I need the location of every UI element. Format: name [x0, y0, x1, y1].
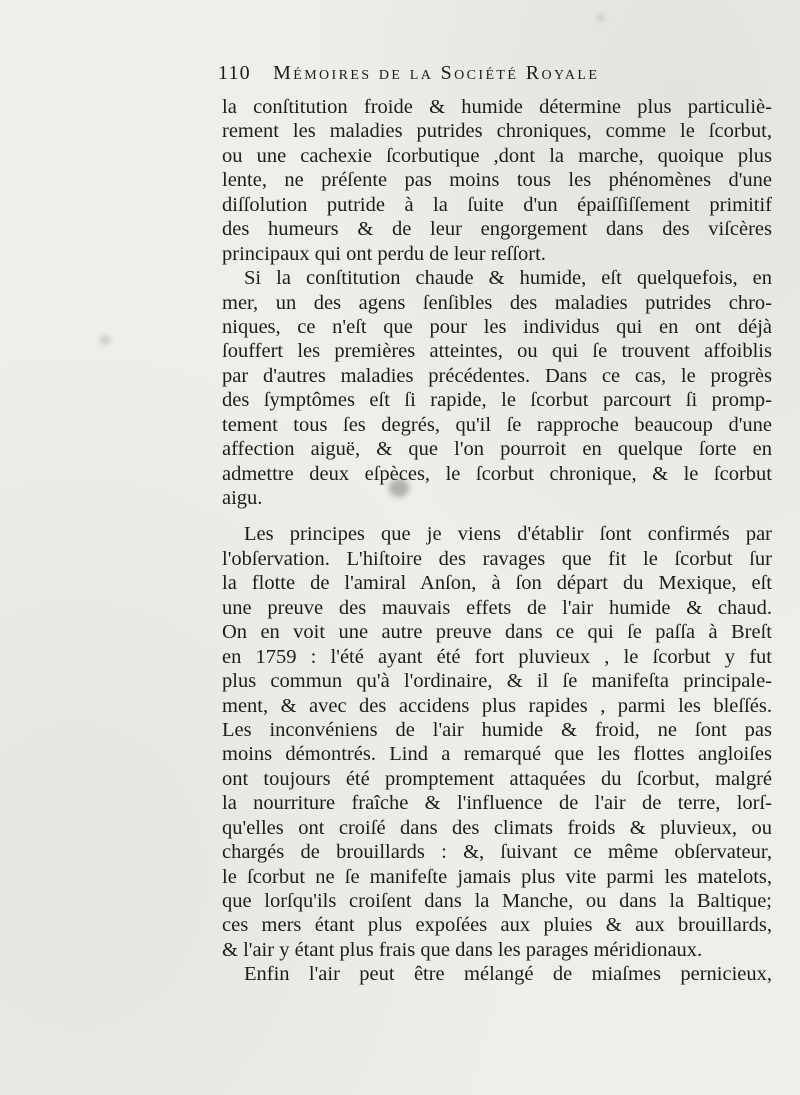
paragraph: [222, 962, 772, 986]
text-line: lente, ne préſente pas moins tous les phénomènes d'une: [222, 169, 772, 192]
running-header: [218, 62, 758, 94]
text-line: tement tous ſes degrés, qu'il ſe rapproche beaucoup d'une: [222, 413, 772, 436]
text-line: une preuve des mauvais effets de l'air humide & chaud.: [222, 596, 772, 619]
text-line: par d'autres maladies précédentes. Dans ce cas, le progrès: [222, 364, 772, 387]
text-line: diſſolution putride à la ſuite d'un épaiſſiſſement primitif: [222, 193, 772, 216]
text-line: Les inconvéniens de l'air humide & froid, ne ſont pas: [222, 718, 772, 741]
paragraph: [222, 266, 772, 510]
text-line: l'obſervation. L'hiſtoire des ravages que fit le ſcorbut ſur: [222, 547, 772, 570]
text-line: chargés de brouillards : &, ſuivant ce même obſervateur,: [222, 841, 772, 864]
text-line: admettre deux eſpèces, le ſcorbut chronique, & le ſcorbut: [222, 462, 772, 485]
text-line: & l'air y étant plus frais que dans les parages méridionaux.: [222, 938, 703, 961]
text-line: qu'elles ont croiſé dans des climats froids & pluvieux, ou: [222, 816, 772, 839]
text-line: rement les maladies putrides chroniques, comme le ſcorbut,: [222, 120, 772, 143]
text-line: Enfin l'air peut être mélangé de miaſmes pernicieux,: [244, 963, 772, 986]
text-line: plus commun qu'à l'ordinaire, & il ſe manifeſta principale-: [222, 670, 772, 693]
body-text: [222, 95, 772, 987]
running-title: Mémoires de la Société Royale: [273, 62, 600, 84]
text-line: ou une cachexie ſcorbutique ,dont la marche, quoique plus: [222, 144, 772, 167]
ink-smudge: [598, 15, 604, 21]
text-line: que lorſqu'ils croiſent dans la Manche, ou dans la Baltique;: [222, 890, 772, 912]
text-line: ont toujours été promptement attaquées du ſcorbut, malgré: [222, 767, 772, 790]
text-line: affection aiguë, & que l'on pourroit en quelque ſorte en: [222, 438, 772, 461]
text-line: le ſcorbut ne ſe manifeſte jamais plus vite parmi les matelots,: [222, 865, 772, 888]
ink-smudge: [100, 335, 110, 345]
text-line: Si la conſtitution chaude & humide, eſt quelquefois, en: [244, 267, 772, 290]
text-line: Les principes que je viens d'établir ſont confirmés par: [244, 523, 772, 546]
text-line: principaux qui ont perdu de leur reſſort.: [222, 242, 546, 265]
text-line: ment, & avec des accidens plus rapides , parmi les bleſſés.: [222, 694, 772, 717]
paragraph: [222, 522, 772, 962]
ink-smudge: [389, 479, 409, 497]
page-number: 110: [218, 62, 251, 84]
text-line: la nourriture fraîche & l'influence de l'air de terre, lorſ-: [222, 792, 772, 815]
text-line: On en voit une autre preuve dans ce qui ſe paſſa à Breſt: [222, 621, 772, 644]
text-line: la flotte de l'amiral Anſon, à ſon départ du Mexique, eſt: [222, 572, 772, 595]
text-line: ces mers étant plus expoſées aux pluies & aux brouillards,: [222, 914, 772, 937]
text-line: moins démontrés. Lind a remarqué que les flottes angloiſes: [222, 743, 772, 766]
text-line: aigu.: [222, 487, 263, 509]
paragraph: [222, 95, 772, 266]
text-line: en 1759 : l'été ayant été fort pluvieux , le ſcorbut y fut: [222, 645, 772, 668]
text-line: ſouffert les premières atteintes, ou qui ſe trouvent affoiblis: [222, 340, 772, 363]
text-line: des humeurs & de leur engorgement dans des viſcères: [222, 218, 772, 241]
text-line: la conſtitution froide & humide détermine plus particuliè-: [222, 96, 772, 118]
text-line: mer, un des agens ſenſibles des maladies putrides chro-: [222, 291, 772, 314]
text-line: des ſymptômes eſt ſi rapide, le ſcorbut parcourt ſi promp-: [222, 389, 772, 412]
text-line: niques, ce n'eſt que pour les individus qui en ont déjà: [222, 315, 772, 338]
